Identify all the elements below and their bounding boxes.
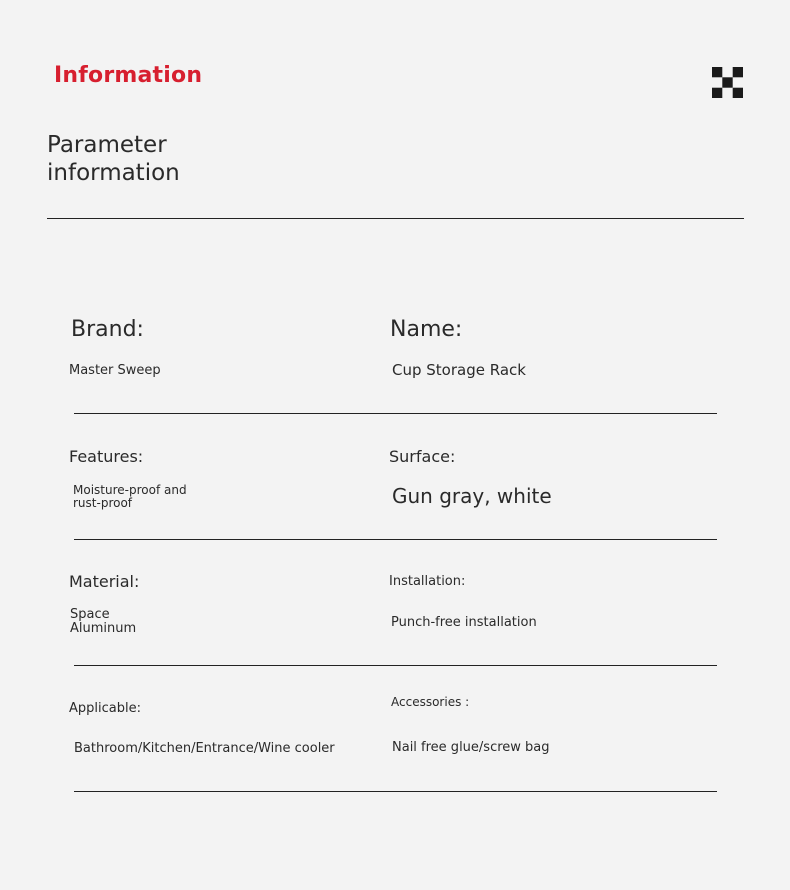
features-value: Moisture-proof and rust-proof bbox=[73, 483, 187, 510]
brand-label: Brand: bbox=[71, 317, 144, 342]
installation-label: Installation: bbox=[389, 574, 466, 589]
row-divider bbox=[74, 665, 717, 666]
row-divider bbox=[74, 539, 717, 540]
section-divider bbox=[47, 218, 744, 219]
surface-label: Surface: bbox=[389, 447, 456, 466]
features-label: Features: bbox=[69, 447, 144, 466]
applicable-label: Applicable: bbox=[69, 701, 141, 716]
surface-value: Gun gray, white bbox=[392, 484, 552, 508]
row-divider bbox=[74, 791, 717, 792]
checker-logo-icon bbox=[712, 67, 743, 98]
material-label: Material: bbox=[69, 572, 140, 591]
row-divider bbox=[74, 413, 717, 414]
name-value: Cup Storage Rack bbox=[392, 361, 526, 379]
installation-value: Punch-free installation bbox=[391, 615, 537, 630]
accessories-label: Accessories : bbox=[391, 695, 470, 709]
accessories-value: Nail free glue/screw bag bbox=[392, 740, 550, 755]
material-value: Space Aluminum bbox=[70, 607, 137, 636]
brand-value: Master Sweep bbox=[69, 363, 161, 378]
name-label: Name: bbox=[390, 317, 463, 342]
section-title: Parameter information bbox=[47, 132, 180, 186]
header-title: Information bbox=[54, 63, 203, 88]
applicable-value: Bathroom/Kitchen/Entrance/Wine cooler bbox=[74, 741, 335, 756]
